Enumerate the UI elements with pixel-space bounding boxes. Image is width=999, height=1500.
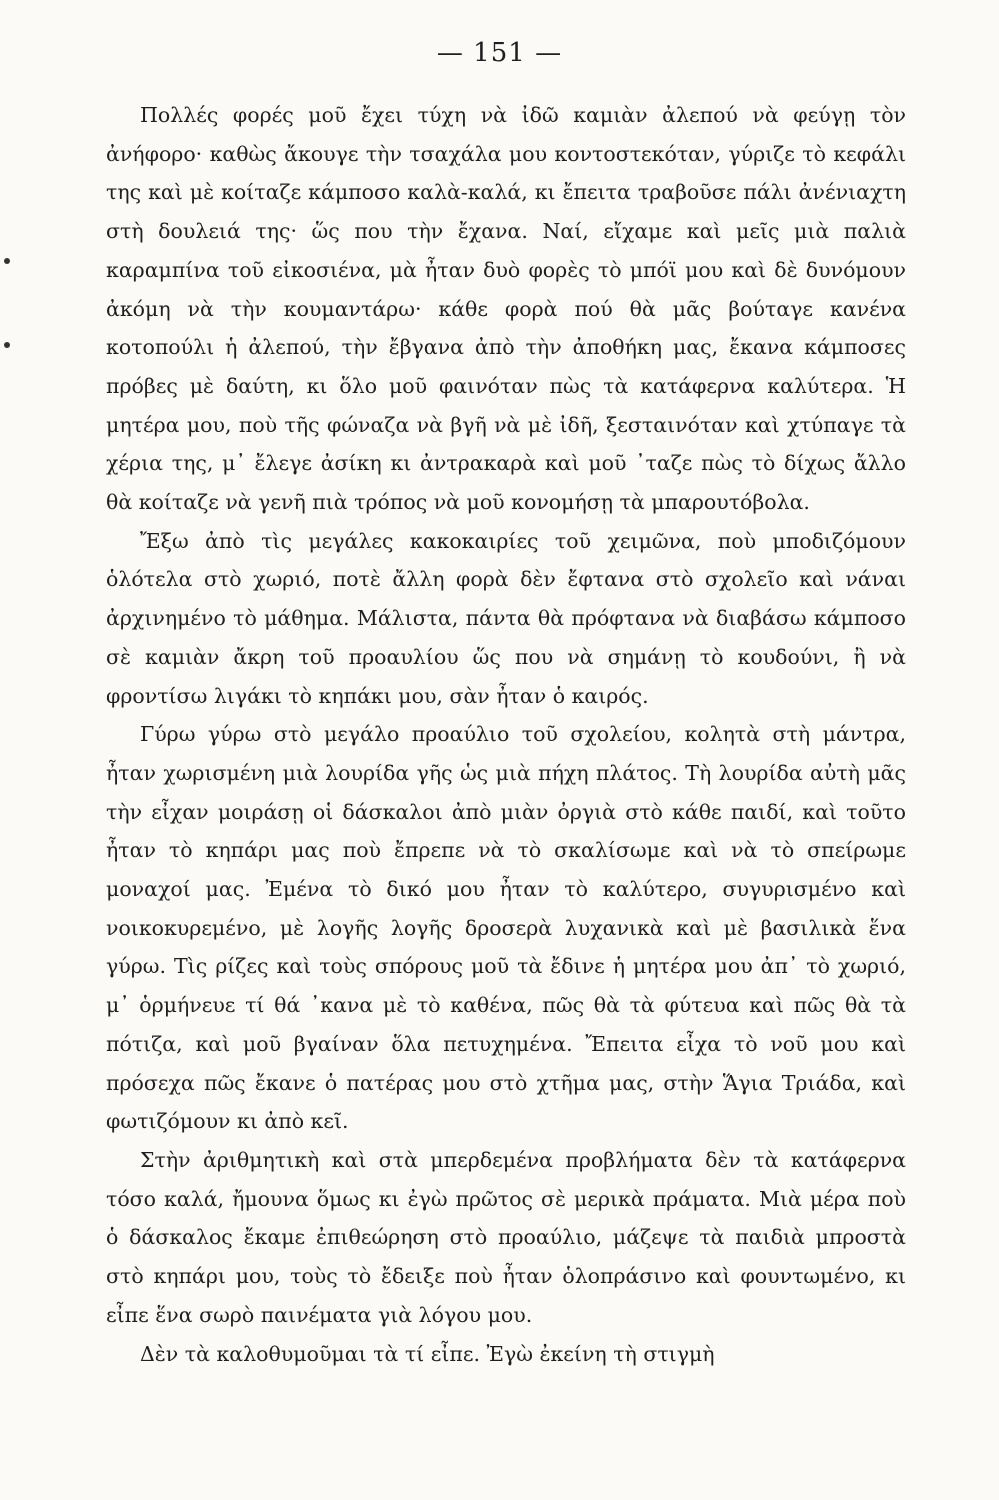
paragraph: Δὲν τὰ καλοθυμοῦμαι τὰ τί εἶπε. Ἐγὼ ἐκείνη τὴ στιγμὴ bbox=[140, 1341, 715, 1366]
scan-dot-mark bbox=[4, 258, 10, 264]
paragraph: Ἔξω ἀπὸ τὶς μεγάλες κακοκαιρίες τοῦ χειμῶνα, ποὺ μποδιζόμουν ὁλότελα στὸ χωριό, ποτὲ ἄλλη φορὰ δὲν ἔφτανα στὸ σχολεῖο καὶ νάναι ἀρχινημένο τὸ μάθημα. Μάλιστα, πάντα θὰ πρόφτανα νὰ διαβάσω κάμποσο σὲ καμιὰν ἄκρη τοῦ προαυλίου ὥς που νὰ σημάνῃ τὸ κουδούνι, ἢ νὰ φροντίσω λιγάκι τὸ κηπάκι μου, σὰν ἦταν ὁ καιρός. bbox=[106, 528, 906, 708]
paragraph: Πολλές φορές μοῦ ἔχει τύχη νὰ ἰδῶ καμιὰν ἀλεπού νὰ φεύγῃ τὸν ἀνήφορο· καθὼς ἄκουγε τὴν τσαχάλα μου κοντοστεκόταν, γύριζε τὸ κεφάλι της καὶ μὲ κοίταζε κάμποσο καλὰ-καλά, κι ἔπειτα τραβοῦσε πάλι ἀνένιαχτη στὴ δουλειά της· ὥς που τὴν ἔχανα. Ναί, εἴχαμε καὶ μεῖς μιὰ παλιὰ καραμπίνα τοῦ εἰκοσιένα, μὰ ἦταν δυὸ φορὲς τὸ μπόϊ μου καὶ δὲ δυνόμουν ἀκόμη νὰ τὴν κουμαντάρω· κάθε φορὰ πού θὰ μᾶς βούταγε κανένα κοτοπούλι ἡ ἀλεπού, τὴν ἔβγανα ἀπὸ τὴν ἀποθήκη μας, ἔκανα κάμποσες πρόβες μὲ δαύτη, κι ὅλο μοῦ φαινόταν πὼς τὰ κατάφερνα καλύτερα. Ἡ μητέρα μου, ποὺ τῆς φώναζα νὰ βγῆ νὰ μὲ ἰδῆ, ξεσταινόταν καὶ χτύπαγε τὰ χέρια της, μ᾽ ἔλεγε ἀσίκη κι ἀντρακαρὰ καὶ μοῦ ᾽ταζε πὼς τὸ δίχως ἄλλο θὰ κοίταζε νὰ γενῆ πιὰ τρόπος νὰ μοῦ κονομήσῃ τὰ μπαρουτόβολα. bbox=[106, 103, 906, 515]
paragraph: Γύρω γύρω στὸ μεγάλο προαύλιο τοῦ σχολείου, κολητὰ στὴ μάντρα, ἦταν χωρισμένη μιὰ λουρίδα γῆς ὡς μιὰ πήχη πλάτος. Τὴ λουρίδα αὐτὴ μᾶς τὴν εἶχαν μοιράσῃ οἱ δάσκαλοι ἀπὸ μιὰν ὀργιὰ στὸ κάθε παιδί, καὶ τοῦτο ἦταν τὸ κηπάρι μας ποὺ ἔπρεπε νὰ τὸ σκαλίσωμε καὶ νὰ τὸ σπείρωμε μοναχοί μας. Ἐμένα τὸ δικό μου ἦταν τὸ καλύτερο, συγυρισμένο καὶ νοικοκυρεμένο, μὲ λογῆς λογῆς δροσερὰ λυχανικὰ καὶ μὲ βασιλικὰ ἕνα γύρω. Τὶς ρίζες καὶ τοὺς σπόρους μοῦ τὰ ἔδινε ἡ μητέρα μου ἀπ᾽ τὸ χωριό, μ᾽ ὁρμήνευε τί θά ᾽κανα μὲ τὸ καθένα, πῶς θὰ τὰ φύτευα καὶ πῶς θὰ τὰ πότιζα, καὶ μοῦ βγαίναν ὅλα πετυχημένα. Ἔπειτα εἶχα τὸ νοῦ μου καὶ πρόσεχα πῶς ἔκανε ὁ πατέρας μου στὸ χτῆμα μας, στὴν Ἅγια Τριάδα, καὶ φωτιζόμουν κι ἀπὸ κεῖ. bbox=[106, 722, 906, 1134]
page-number: — 151 — bbox=[436, 38, 563, 68]
paragraph: Στὴν ἀριθμητικὴ καὶ στὰ μπερδεμένα προβλήματα δὲν τὰ κατάφερνα τόσο καλά, ἤμουνα ὅμως κι ἐγὼ πρῶτος σὲ μερικὰ πράματα. Μιὰ μέρα ποὺ ὁ δάσκαλος ἔκαμε ἐπιθεώρηση στὸ προαύλιο, μάζεψε τὰ παιδιὰ μπροστὰ στὸ κηπάρι μου, τοὺς τὸ ἔδειξε ποὺ ἦταν ὁλοπράσινο καὶ φουντωμένο, κι εἶπε ἕνα σωρὸ παινέματα γιὰ λόγου μου. bbox=[106, 1147, 906, 1327]
scan-dot-mark bbox=[4, 342, 10, 348]
body-text bbox=[106, 96, 906, 1373]
